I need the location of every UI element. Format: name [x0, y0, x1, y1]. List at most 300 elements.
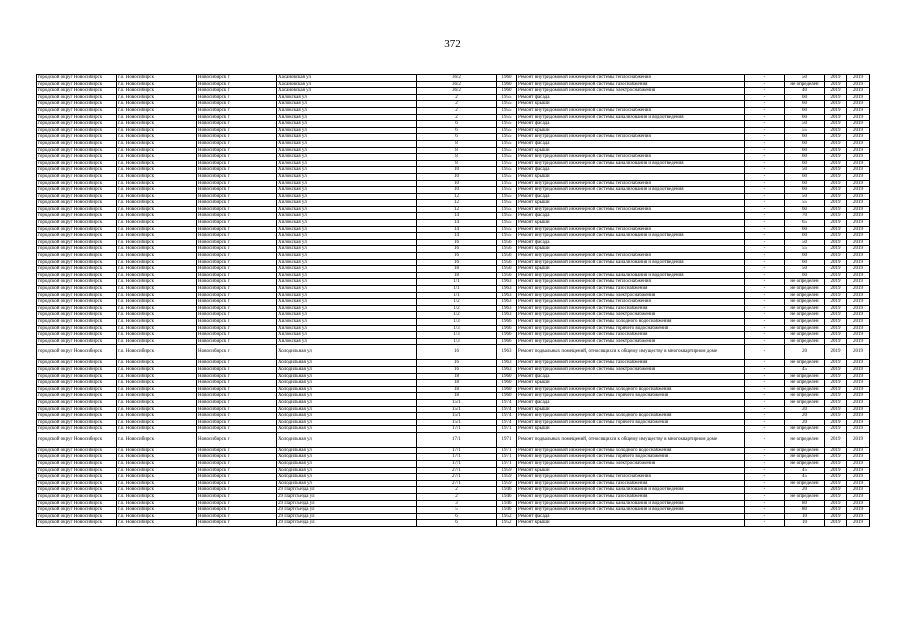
dash-cell: -	[745, 366, 785, 373]
table-row	[37, 279, 870, 286]
start-year-cell: 2019	[825, 513, 847, 520]
house-number-cell: 12	[417, 206, 497, 213]
settlement-cell: Новосибирск г	[197, 200, 277, 207]
dash-cell: -	[745, 88, 785, 95]
work-type-cell: Ремонт крыши	[517, 467, 745, 474]
build-year-cell: 1955	[497, 160, 517, 167]
municipality-short-cell: г.о. Новосибирск	[117, 299, 197, 306]
end-year-cell: 2019	[847, 386, 870, 393]
start-year-cell: 2019	[825, 332, 847, 339]
build-year-cell: 1955	[497, 147, 517, 154]
table-row	[37, 494, 870, 501]
municipality-short-cell: г.о. Новосибирск	[117, 213, 197, 220]
work-type-cell: Ремонт внутридомовой инженерной системы газоснабжения	[517, 494, 745, 501]
dash-cell: -	[745, 266, 785, 273]
build-year-cell: 1960	[497, 380, 517, 387]
municipality-short-cell: г.о. Новосибирск	[117, 399, 197, 406]
settlement-cell: Новосибирск г	[197, 101, 277, 108]
street-cell: Хасановская ул	[277, 81, 417, 88]
build-year-cell: 1956	[497, 239, 517, 246]
settlement-cell: Новосибирск г	[197, 461, 277, 468]
value-cell: 50	[785, 193, 825, 200]
build-year-cell: 1963	[497, 286, 517, 293]
build-year-cell: 1946	[497, 507, 517, 514]
house-number-cell: 1/2	[417, 312, 497, 319]
end-year-cell: 2019	[847, 366, 870, 373]
municipality-short-cell: г.о. Новосибирск	[117, 220, 197, 227]
dash-cell: -	[745, 279, 785, 286]
value-cell: 40	[785, 88, 825, 95]
work-type-cell: Ремонт внутридомовой инженерной системы теплоснабжения	[517, 154, 745, 161]
table-row	[37, 447, 870, 454]
house-number-cell: 6	[417, 513, 497, 520]
municipality-cell: городской округ Новосибирск	[37, 206, 117, 213]
end-year-cell: 2019	[847, 154, 870, 161]
table-row	[37, 399, 870, 406]
municipality-cell: городской округ Новосибирск	[37, 338, 117, 345]
municipality-short-cell: г.о. Новосибирск	[117, 180, 197, 187]
municipality-short-cell: г.о. Новосибирск	[117, 332, 197, 339]
value-cell: не определен	[785, 325, 825, 332]
end-year-cell: 2019	[847, 127, 870, 134]
end-year-cell: 2019	[847, 121, 870, 128]
work-type-cell: Ремонт внутридомовой инженерной системы теплоснабжения	[517, 253, 745, 260]
start-year-cell: 2019	[825, 360, 847, 367]
start-year-cell: 2019	[825, 220, 847, 227]
dash-cell: -	[745, 81, 785, 88]
table-row	[37, 160, 870, 167]
value-cell: 60	[785, 154, 825, 161]
settlement-cell: Новосибирск г	[197, 325, 277, 332]
dash-cell: -	[745, 206, 785, 213]
start-year-cell: 2019	[825, 279, 847, 286]
house-number-cell: 1/3	[417, 338, 497, 345]
end-year-cell: 2019	[847, 220, 870, 227]
work-type-cell: Ремонт внутридомовой инженерной системы газоснабжения	[517, 360, 745, 367]
table-row	[37, 187, 870, 194]
house-number-cell: 6	[417, 127, 497, 134]
street-cell: Хилокская ул	[277, 259, 417, 266]
build-year-cell: 1963	[497, 345, 517, 360]
build-year-cell: 1956	[497, 246, 517, 253]
work-type-cell: Ремонт внутридомовой инженерной системы канализования и водоотведения	[517, 259, 745, 266]
municipality-cell: городской округ Новосибирск	[37, 419, 117, 426]
table-row	[37, 94, 870, 101]
start-year-cell: 2019	[825, 419, 847, 426]
settlement-cell: Новосибирск г	[197, 299, 277, 306]
end-year-cell: 2019	[847, 193, 870, 200]
house-number-cell: 12	[417, 193, 497, 200]
build-year-cell: 1955	[497, 220, 517, 227]
end-year-cell: 2019	[847, 474, 870, 481]
settlement-cell: Новосибирск г	[197, 206, 277, 213]
start-year-cell: 2019	[825, 413, 847, 420]
house-number-cell: 16	[417, 259, 497, 266]
build-year-cell: 1955	[497, 107, 517, 114]
value-cell: не определен	[785, 480, 825, 487]
house-number-cell: 17/1	[417, 447, 497, 454]
build-year-cell: 1971	[497, 432, 517, 447]
table-row	[37, 373, 870, 380]
house-number-cell: 18	[417, 266, 497, 273]
work-type-cell: Ремонт крыши	[517, 200, 745, 207]
end-year-cell: 2019	[847, 246, 870, 253]
settlement-cell: Новосибирск г	[197, 107, 277, 114]
end-year-cell: 2019	[847, 134, 870, 141]
settlement-cell: Новосибирск г	[197, 373, 277, 380]
municipality-cell: городской округ Новосибирск	[37, 246, 117, 253]
house-number-cell: 14	[417, 213, 497, 220]
dash-cell: -	[745, 380, 785, 387]
street-cell: Холодильная ул	[277, 447, 417, 454]
house-number-cell: 2	[417, 107, 497, 114]
street-cell: Хилокская ул	[277, 167, 417, 174]
start-year-cell: 2019	[825, 134, 847, 141]
table-row	[37, 305, 870, 312]
end-year-cell: 2019	[847, 413, 870, 420]
table-row	[37, 386, 870, 393]
municipality-cell: городской округ Новосибирск	[37, 88, 117, 95]
dash-cell: -	[745, 426, 785, 433]
end-year-cell: 2019	[847, 239, 870, 246]
value-cell: 10	[785, 520, 825, 527]
street-cell: Хилокская ул	[277, 292, 417, 299]
start-year-cell: 2019	[825, 393, 847, 400]
value-cell: 60	[785, 272, 825, 279]
build-year-cell: 1946	[497, 500, 517, 507]
settlement-cell: Новосибирск г	[197, 213, 277, 220]
street-cell: Хилокская ул	[277, 154, 417, 161]
municipality-short-cell: г.о. Новосибирск	[117, 513, 197, 520]
start-year-cell: 2019	[825, 480, 847, 487]
dash-cell: -	[745, 292, 785, 299]
dash-cell: -	[745, 167, 785, 174]
work-type-cell: Ремонт внутридомовой инженерной системы электроснабжения	[517, 88, 745, 95]
build-year-cell: 1974	[497, 406, 517, 413]
start-year-cell: 2019	[825, 154, 847, 161]
house-number-cell: 2	[417, 101, 497, 108]
street-cell: Хилокская ул	[277, 246, 417, 253]
end-year-cell: 2019	[847, 454, 870, 461]
table-row	[37, 154, 870, 161]
dash-cell: -	[745, 233, 785, 240]
start-year-cell: 2019	[825, 474, 847, 481]
dash-cell: -	[745, 121, 785, 128]
settlement-cell: Новосибирск г	[197, 419, 277, 426]
build-year-cell: 1955	[497, 94, 517, 101]
house-number-cell: 14	[417, 226, 497, 233]
value-cell: 60	[785, 173, 825, 180]
build-year-cell: 1955	[497, 154, 517, 161]
start-year-cell: 2019	[825, 461, 847, 468]
build-year-cell: 1974	[497, 413, 517, 420]
street-cell: Холодильная ул	[277, 373, 417, 380]
table-row	[37, 127, 870, 134]
settlement-cell: Новосибирск г	[197, 180, 277, 187]
settlement-cell: Новосибирск г	[197, 480, 277, 487]
build-year-cell: 1963	[497, 360, 517, 367]
dash-cell: -	[745, 173, 785, 180]
house-number-cell: 1/3	[417, 318, 497, 325]
value-cell: не определен	[785, 286, 825, 293]
value-cell: 60	[785, 101, 825, 108]
house-number-cell: 15/1	[417, 406, 497, 413]
dash-cell: -	[745, 193, 785, 200]
municipality-cell: городской округ Новосибирск	[37, 406, 117, 413]
start-year-cell: 2019	[825, 101, 847, 108]
municipality-short-cell: г.о. Новосибирск	[117, 187, 197, 194]
end-year-cell: 2019	[847, 487, 870, 494]
house-number-cell: 17/1	[417, 432, 497, 447]
start-year-cell: 2019	[825, 121, 847, 128]
dash-cell: -	[745, 286, 785, 293]
value-cell: 60	[785, 107, 825, 114]
end-year-cell: 2019	[847, 180, 870, 187]
start-year-cell: 2019	[825, 233, 847, 240]
end-year-cell: 2019	[847, 426, 870, 433]
end-year-cell: 2019	[847, 312, 870, 319]
municipality-short-cell: г.о. Новосибирск	[117, 206, 197, 213]
municipality-short-cell: г.о. Новосибирск	[117, 494, 197, 501]
municipality-short-cell: г.о. Новосибирск	[117, 101, 197, 108]
value-cell: 50	[785, 266, 825, 273]
municipality-cell: городской округ Новосибирск	[37, 520, 117, 527]
dash-cell: -	[745, 386, 785, 393]
work-type-cell: Ремонт внутридомовой инженерной системы теплоснабжения	[517, 299, 745, 306]
settlement-cell: Новосибирск г	[197, 399, 277, 406]
house-number-cell: 5	[417, 507, 497, 514]
value-cell: не определен	[785, 279, 825, 286]
work-type-cell: Ремонт крыши	[517, 220, 745, 227]
start-year-cell: 2019	[825, 75, 847, 82]
work-type-cell: Ремонт внутридомовой инженерной системы горячего водоснабжения	[517, 454, 745, 461]
table-row	[37, 206, 870, 213]
dash-cell: -	[745, 160, 785, 167]
municipality-cell: городской округ Новосибирск	[37, 332, 117, 339]
start-year-cell: 2019	[825, 206, 847, 213]
municipality-short-cell: г.о. Новосибирск	[117, 107, 197, 114]
street-cell: Хилокская ул	[277, 266, 417, 273]
municipality-short-cell: г.о. Новосибирск	[117, 94, 197, 101]
municipality-short-cell: г.о. Новосибирск	[117, 272, 197, 279]
table-row	[37, 487, 870, 494]
dash-cell: -	[745, 474, 785, 481]
start-year-cell: 2019	[825, 140, 847, 147]
dash-cell: -	[745, 140, 785, 147]
municipality-short-cell: г.о. Новосибирск	[117, 173, 197, 180]
dash-cell: -	[745, 127, 785, 134]
dash-cell: -	[745, 114, 785, 121]
dash-cell: -	[745, 467, 785, 474]
build-year-cell: 1955	[497, 213, 517, 220]
table-row	[37, 366, 870, 373]
value-cell: не определен	[785, 360, 825, 367]
municipality-short-cell: г.о. Новосибирск	[117, 386, 197, 393]
end-year-cell: 2019	[847, 233, 870, 240]
build-year-cell: 1963	[497, 292, 517, 299]
street-cell: Холодильная ул	[277, 419, 417, 426]
settlement-cell: Новосибирск г	[197, 507, 277, 514]
start-year-cell: 2019	[825, 386, 847, 393]
settlement-cell: Новосибирск г	[197, 305, 277, 312]
municipality-short-cell: г.о. Новосибирск	[117, 480, 197, 487]
municipality-cell: городской округ Новосибирск	[37, 180, 117, 187]
work-type-cell: Ремонт крыши	[517, 520, 745, 527]
table-row	[37, 101, 870, 108]
municipality-short-cell: г.о. Новосибирск	[117, 286, 197, 293]
municipality-cell: городской округ Новосибирск	[37, 432, 117, 447]
house-number-cell: 18	[417, 393, 497, 400]
dash-cell: -	[745, 432, 785, 447]
municipality-cell: городской округ Новосибирск	[37, 292, 117, 299]
house-number-cell: 3	[417, 500, 497, 507]
end-year-cell: 2019	[847, 299, 870, 306]
end-year-cell: 2019	[847, 107, 870, 114]
street-cell: Хилокская ул	[277, 299, 417, 306]
table-row	[37, 461, 870, 468]
value-cell: 55	[785, 127, 825, 134]
work-type-cell: Ремонт внутридомовой инженерной системы канализования и водоотведения	[517, 187, 745, 194]
start-year-cell: 2019	[825, 299, 847, 306]
municipality-short-cell: г.о. Новосибирск	[117, 233, 197, 240]
end-year-cell: 2019	[847, 81, 870, 88]
start-year-cell: 2019	[825, 94, 847, 101]
house-number-cell: 1/3	[417, 332, 497, 339]
dash-cell: -	[745, 332, 785, 339]
work-type-cell: Ремонт внутридомовой инженерной системы теплоснабжения	[517, 279, 745, 286]
end-year-cell: 2019	[847, 393, 870, 400]
dash-cell: -	[745, 220, 785, 227]
municipality-cell: городской округ Новосибирск	[37, 325, 117, 332]
settlement-cell: Новосибирск г	[197, 386, 277, 393]
house-number-cell: 36/2	[417, 75, 497, 82]
house-number-cell: 8	[417, 160, 497, 167]
municipality-short-cell: г.о. Новосибирск	[117, 467, 197, 474]
street-cell: Хилокская ул	[277, 140, 417, 147]
work-type-cell: Ремонт внутридомовой инженерной системы теплоснабжения	[517, 474, 745, 481]
house-number-cell: 8	[417, 147, 497, 154]
value-cell: не определен	[785, 380, 825, 387]
table-row	[37, 332, 870, 339]
end-year-cell: 2019	[847, 520, 870, 527]
municipality-cell: городской округ Новосибирск	[37, 494, 117, 501]
dash-cell: -	[745, 200, 785, 207]
build-year-cell: 1971	[497, 426, 517, 433]
municipality-short-cell: г.о. Новосибирск	[117, 312, 197, 319]
start-year-cell: 2019	[825, 286, 847, 293]
build-year-cell: 1955	[497, 173, 517, 180]
value-cell: 60	[785, 147, 825, 154]
settlement-cell: Новосибирск г	[197, 94, 277, 101]
municipality-cell: городской округ Новосибирск	[37, 413, 117, 420]
municipality-short-cell: г.о. Новосибирск	[117, 393, 197, 400]
build-year-cell: 1955	[497, 193, 517, 200]
house-number-cell: 17/1	[417, 461, 497, 468]
municipality-cell: городской округ Новосибирск	[37, 75, 117, 82]
value-cell: не определен	[785, 432, 825, 447]
dash-cell: -	[745, 520, 785, 527]
house-number-cell: 10	[417, 187, 497, 194]
start-year-cell: 2019	[825, 187, 847, 194]
municipality-short-cell: г.о. Новосибирск	[117, 305, 197, 312]
municipality-cell: городской округ Новосибирск	[37, 239, 117, 246]
table-row	[37, 180, 870, 187]
end-year-cell: 2019	[847, 114, 870, 121]
start-year-cell: 2019	[825, 447, 847, 454]
work-type-cell: Ремонт внутридомовой инженерной системы газоснабжения	[517, 286, 745, 293]
street-cell: Хилокская ул	[277, 173, 417, 180]
start-year-cell: 2019	[825, 173, 847, 180]
start-year-cell: 2019	[825, 246, 847, 253]
table-row	[37, 75, 870, 82]
build-year-cell: 1946	[497, 494, 517, 501]
work-type-cell: Ремонт внутридомовой инженерной системы электроснабжения	[517, 292, 745, 299]
street-cell: Холодильная ул	[277, 474, 417, 481]
house-number-cell: 1/1	[417, 286, 497, 293]
work-type-cell: Ремонт крыши	[517, 127, 745, 134]
start-year-cell: 2019	[825, 432, 847, 447]
work-type-cell: Ремонт внутридомовой инженерной системы горячего водоснабжения	[517, 393, 745, 400]
table-row	[37, 253, 870, 260]
dash-cell: -	[745, 94, 785, 101]
house-number-cell: 18	[417, 373, 497, 380]
settlement-cell: Новосибирск г	[197, 75, 277, 82]
settlement-cell: Новосибирск г	[197, 500, 277, 507]
street-cell: Хилокская ул	[277, 253, 417, 260]
dash-cell: -	[745, 419, 785, 426]
settlement-cell: Новосибирск г	[197, 253, 277, 260]
end-year-cell: 2019	[847, 200, 870, 207]
municipality-cell: городской округ Новосибирск	[37, 513, 117, 520]
value-cell: 70	[785, 213, 825, 220]
municipality-cell: городской округ Новосибирск	[37, 480, 117, 487]
municipality-cell: городской округ Новосибирск	[37, 121, 117, 128]
value-cell: 50	[785, 167, 825, 174]
start-year-cell: 2019	[825, 147, 847, 154]
value-cell: не определен	[785, 386, 825, 393]
end-year-cell: 2019	[847, 447, 870, 454]
municipality-short-cell: г.о. Новосибирск	[117, 266, 197, 273]
build-year-cell: 1946	[497, 487, 517, 494]
house-number-cell: 10	[417, 167, 497, 174]
value-cell: не определен	[785, 461, 825, 468]
municipality-short-cell: г.о. Новосибирск	[117, 167, 197, 174]
house-number-cell: 17/1	[417, 426, 497, 433]
municipality-cell: городской округ Новосибирск	[37, 134, 117, 141]
dash-cell: -	[745, 325, 785, 332]
build-year-cell: 1971	[497, 447, 517, 454]
municipality-short-cell: г.о. Новосибирск	[117, 380, 197, 387]
street-cell: Хилокская ул	[277, 338, 417, 345]
dash-cell: -	[745, 393, 785, 400]
settlement-cell: Новосибирск г	[197, 487, 277, 494]
street-cell: Холодильная ул	[277, 406, 417, 413]
work-type-cell: Ремонт внутридомовой инженерной системы теплоснабжения	[517, 180, 745, 187]
table-row	[37, 193, 870, 200]
dash-cell: -	[745, 147, 785, 154]
end-year-cell: 2019	[847, 500, 870, 507]
table-row	[37, 286, 870, 293]
dash-cell: -	[745, 413, 785, 420]
dash-cell: -	[745, 180, 785, 187]
house-number-cell: 27/1	[417, 467, 497, 474]
build-year-cell: 1955	[497, 187, 517, 194]
build-year-cell: 1960	[497, 81, 517, 88]
house-number-cell: 16	[417, 253, 497, 260]
table-row	[37, 226, 870, 233]
table-row	[37, 272, 870, 279]
end-year-cell: 2019	[847, 338, 870, 345]
